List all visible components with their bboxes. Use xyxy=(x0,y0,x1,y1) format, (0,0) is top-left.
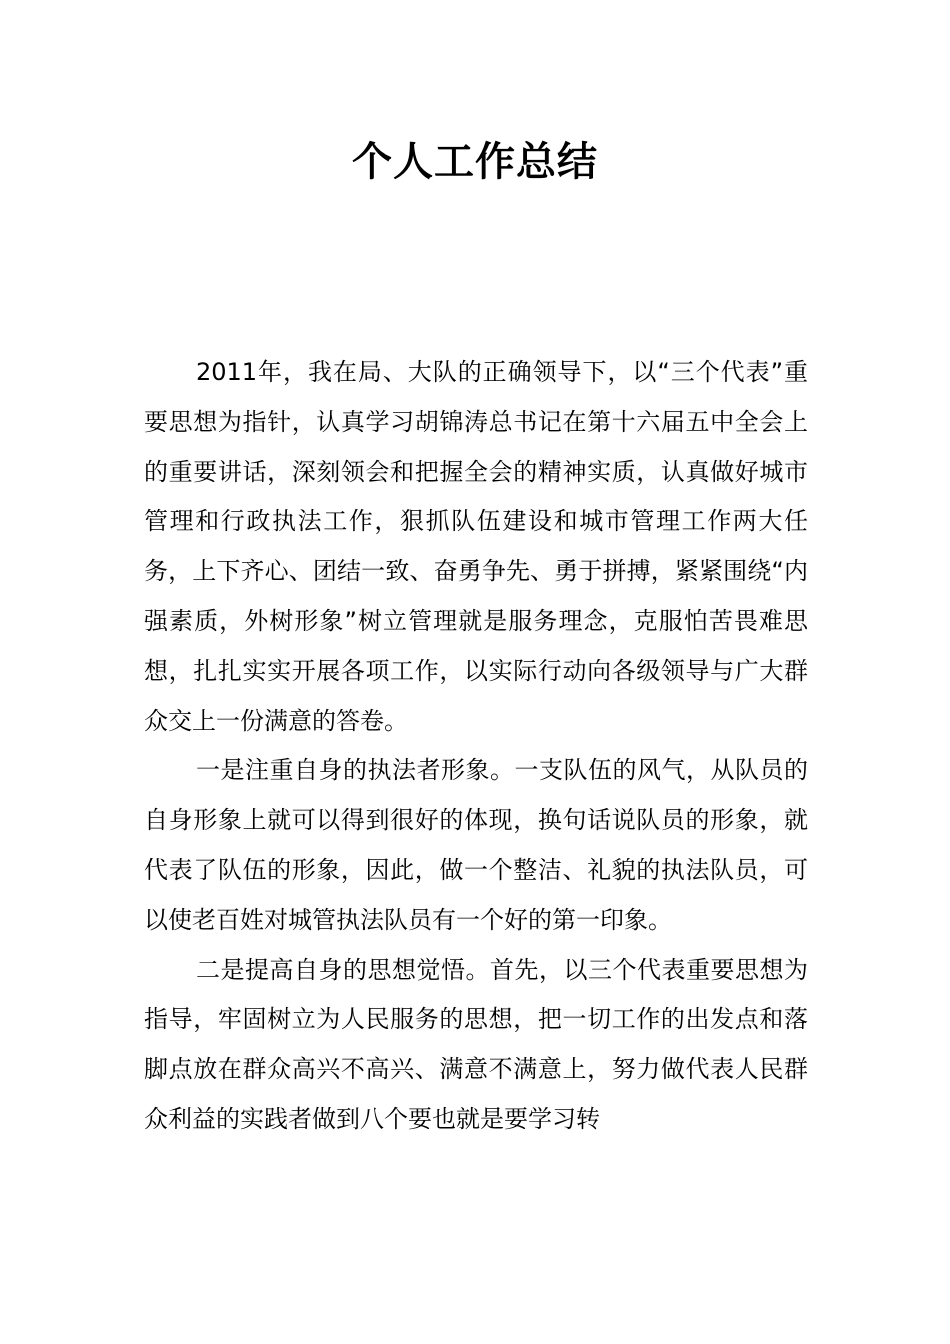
paragraph-point-two: 二是提高自身的思想觉悟。首先，以三个代表重要思想为指导，牢固树立为人民服务的思想，把一切工作的出发点和落脚点放在群众高兴不高兴、满意不满意上，努力做代表人民群众利益的实践者做到八个要也就是要学习转 xyxy=(144,955,808,1133)
paragraph-intro: 2011年，我在局、大队的正确领导下，以“三个代表”重要思想为指针，认真学习胡锦涛总书记在第十六届五中全会上的重要讲话，深刻领会和把握全会的精神实质，认真做好城市管理和行政执法工作，狠抓队伍建设和城市管理工作两大任务，上下齐心、团结一致、奋勇争先、勇于拼搏，紧紧围绕“内强素质，外树形象”树立管理就是服务理念，克服怕苦畏难思想，扎扎实实开展各项工作，以实际行动向各级领导与广大群众交上一份满意的答卷。 xyxy=(144,358,808,735)
paragraph-point-one: 一是注重自身的执法者形象。一支队伍的风气，从队员的自身形象上就可以得到很好的体现，换句话说队员的形象，就代表了队伍的形象，因此，做一个整洁、礼貌的执法队员，可以使老百姓对城管执法队员有一个好的第一印象。 xyxy=(144,756,808,934)
document-body xyxy=(144,348,808,1145)
document-title: 个人工作总结 xyxy=(352,139,598,185)
